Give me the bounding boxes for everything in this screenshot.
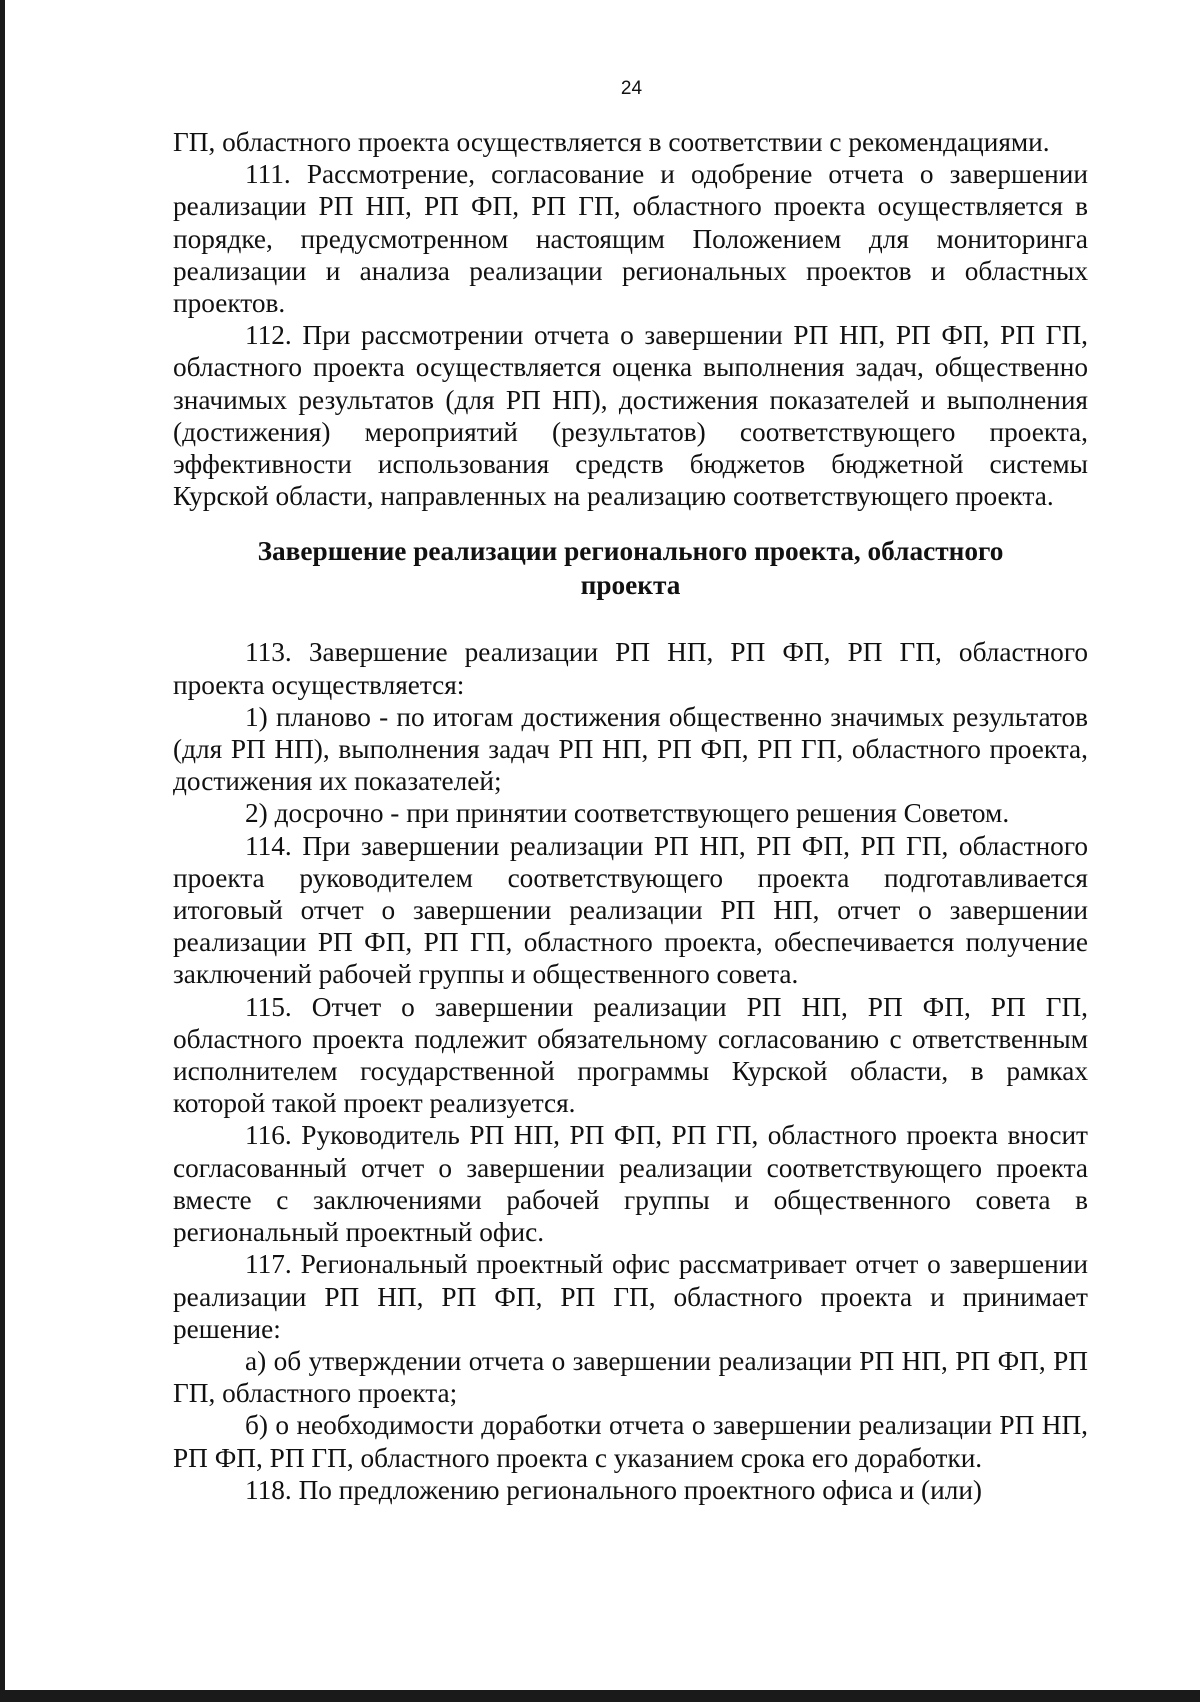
paragraph-116: 116. Руководитель РП НП, РП ФП, РП ГП, областного проекта вносит согласованный отчет о завершении реализации соответствующего проекта вместе с заключениями рабочей группы и общественного совета в региональный проектный офис. bbox=[173, 1120, 1088, 1248]
paragraph-112: 112. При рассмотрении отчета о завершении РП НП, РП ФП, РП ГП, областного проекта осуществляется оценка выполнения задач, общественно значимых результатов (для РП НП), достижения показателей и выполнения (достижения) мероприятий (результатов) соответствующего проекта, эффективности использования средств бюджетов бюджетной системы Курской области, направленных на реализацию соответствующего проекта. bbox=[173, 320, 1088, 512]
paragraph-117-item-b: б) о необходимости доработки отчета о завершении реализации РП НП, РП ФП, РП ГП, областного проекта с указанием срока его доработки. bbox=[173, 1410, 1088, 1473]
paragraph-118: 118. По предложению регионального проектного офиса и (или) bbox=[245, 1474, 983, 1505]
document-body bbox=[173, 126, 1088, 1506]
paragraph-113-item-1: 1) планово - по итогам достижения общественно значимых результатов (для РП НП), выполнения задач РП НП, РП ФП, РП ГП, областного проекта, достижения их показателей; bbox=[173, 701, 1088, 797]
paragraph-117-item-a: а) об утверждении отчета о завершении реализации РП НП, РП ФП, РП ГП, областного проекта; bbox=[173, 1345, 1088, 1409]
paragraph-115: 115. Отчет о завершении реализации РП НП, РП ФП, РП ГП, областного проекта подлежит обязательному согласованию с ответственным исполнителем государственной программы Курской области, в рамках которой такой проект реализуется. bbox=[173, 991, 1088, 1119]
paragraph-continuation: ГП, областного проекта осуществляется в соответствии с рекомендациями. bbox=[173, 127, 1050, 157]
paragraph-111: 111. Рассмотрение, согласование и одобрение отчета о завершении реализации РП НП, РП ФП, РП ГП, областного проекта осуществляется в порядке, предусмотренном настоящим Положением для мониторинга реализации и анализа реализации региональных проектов и областных проектов. bbox=[173, 159, 1088, 319]
page-number: 24 bbox=[620, 78, 643, 99]
scan-left-edge bbox=[0, 0, 5, 1702]
paragraph-113-item-2: 2) досрочно - при принятии соответствующего решения Советом. bbox=[245, 798, 1010, 829]
scan-bottom-edge bbox=[0, 1690, 1200, 1702]
paragraph-114: 114. При завершении реализации РП НП, РП ФП, РП ГП, областного проекта руководителем соответствующего проекта подготавливается итоговый отчет о завершении реализации РП НП, отчет о завершении реализации РП ФП, РП ГП, областного проекта, обеспечивается получение заключений рабочей группы и общественного совета. bbox=[173, 830, 1088, 990]
section-heading: Завершение реализации регионального проекта, областного проекта bbox=[257, 536, 1004, 601]
paragraph-117: 117. Региональный проектный офис рассматривает отчет о завершении реализации РП НП, РП ФП, РП ГП, областного проекта и принимает решение: bbox=[173, 1249, 1088, 1344]
paragraph-113: 113. Завершение реализации РП НП, РП ФП, РП ГП, областного проекта осуществляется: bbox=[173, 637, 1088, 700]
